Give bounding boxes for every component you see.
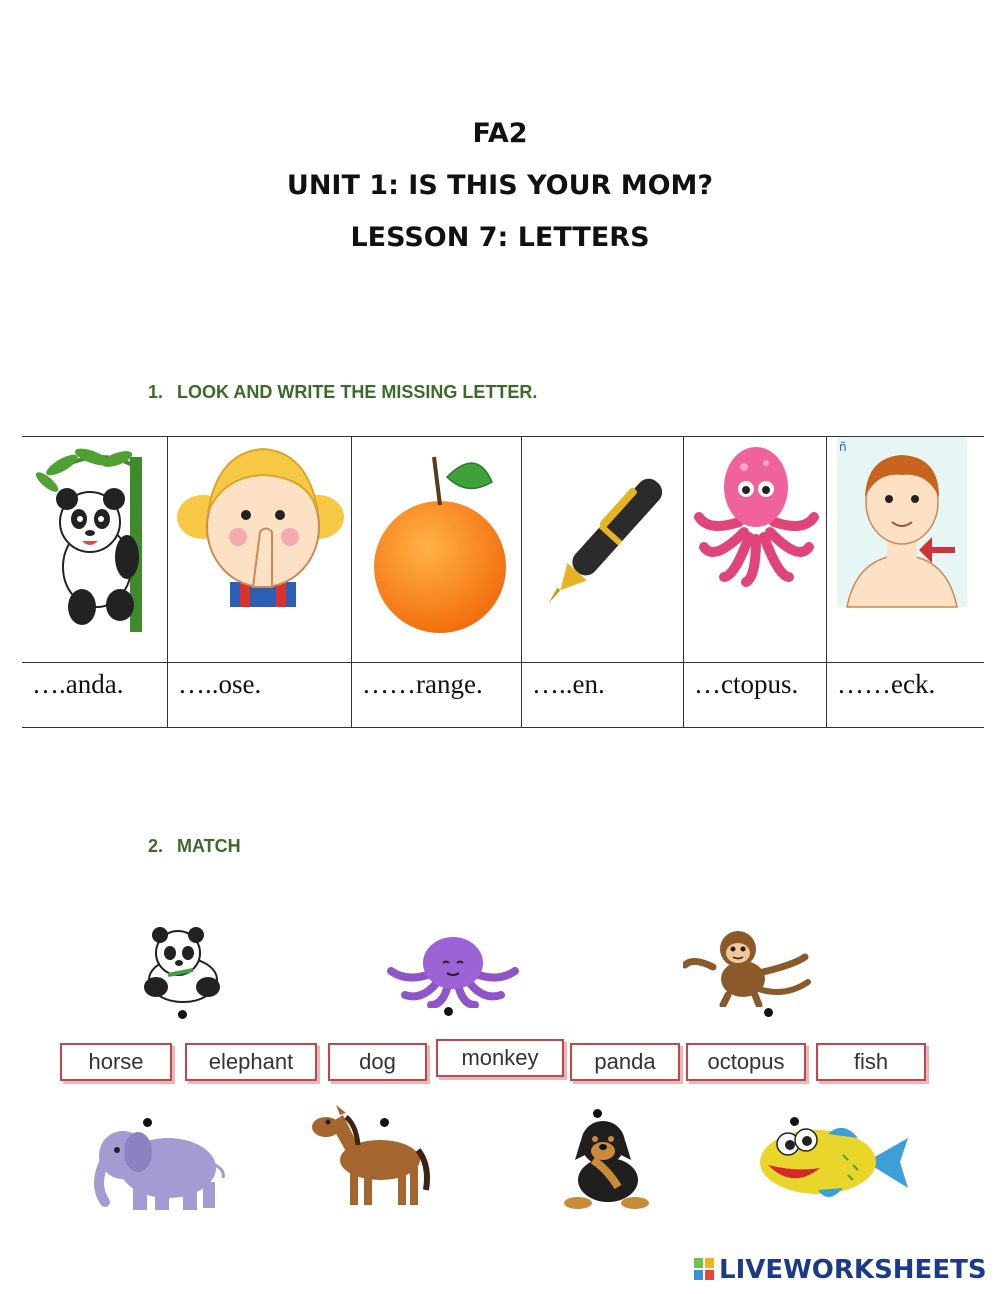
- word-box-monkey[interactable]: monkey: [436, 1039, 564, 1077]
- word-box-horse[interactable]: horse: [60, 1043, 172, 1081]
- dog-icon: [553, 1115, 663, 1215]
- table-cell-nose: [167, 437, 351, 727]
- missing-letter-table: [22, 436, 984, 728]
- match-exercise: [58, 915, 938, 1225]
- exercise-1-heading: [148, 382, 537, 403]
- horse-icon: [308, 1105, 433, 1215]
- monkey-icon: [683, 927, 813, 1012]
- worksheet-code: FA2: [472, 118, 528, 149]
- word-box-octopus[interactable]: octopus: [686, 1043, 806, 1081]
- liveworksheets-logo[interactable]: [694, 1255, 987, 1285]
- pen-icon: [522, 437, 683, 662]
- logo-blocks-icon: [694, 1258, 716, 1282]
- panda-icon: [22, 437, 167, 662]
- table-cell-orange: [351, 437, 521, 727]
- unit-title: UNIT 1: IS THIS YOUR MOM?: [286, 170, 714, 201]
- missing-letter-word[interactable]: …..en.: [532, 669, 605, 699]
- girl-touching-nose-icon: [168, 437, 351, 662]
- table-cell-neck: [826, 437, 984, 727]
- word-box-dog[interactable]: dog: [328, 1043, 427, 1081]
- match-dot[interactable]: [764, 1008, 773, 1017]
- missing-letter-word[interactable]: …..ose.: [178, 669, 262, 699]
- word-box-elephant[interactable]: elephant: [185, 1043, 317, 1081]
- missing-letter-word[interactable]: ……eck.: [837, 669, 936, 699]
- exercise-1-number: 1.: [148, 382, 164, 402]
- match-dot[interactable]: [178, 1010, 187, 1019]
- fish-icon: [748, 1120, 913, 1210]
- lesson-title: LESSON 7: LETTERS: [350, 222, 650, 253]
- table-cell-octopus: [683, 437, 826, 727]
- svg-text:ñ: ñ: [839, 440, 847, 454]
- logo-text: LIVEWORKSHEETS: [719, 1255, 987, 1285]
- elephant-icon: [83, 1120, 228, 1220]
- exercise-2-number: 2.: [148, 836, 164, 856]
- exercise-2-heading: [148, 836, 241, 857]
- boy-neck-icon: [827, 437, 984, 662]
- exercise-2-instruction: MATCH: [177, 836, 241, 856]
- missing-letter-word[interactable]: …ctopus.: [694, 669, 799, 699]
- missing-letter-word[interactable]: ……range.: [362, 669, 483, 699]
- table-cell-panda: [22, 437, 167, 727]
- match-dot[interactable]: [444, 1007, 453, 1016]
- exercise-1-instruction: LOOK AND WRITE THE MISSING LETTER.: [177, 382, 538, 402]
- panda-icon: [138, 925, 228, 1010]
- word-box-panda[interactable]: panda: [570, 1043, 680, 1081]
- octopus-icon: [383, 933, 523, 1013]
- word-box-fish[interactable]: fish: [816, 1043, 926, 1081]
- table-cell-pen: [521, 437, 683, 727]
- octopus-icon: [684, 437, 826, 662]
- missing-letter-word[interactable]: ….anda.: [32, 669, 124, 699]
- orange-icon: [352, 437, 521, 662]
